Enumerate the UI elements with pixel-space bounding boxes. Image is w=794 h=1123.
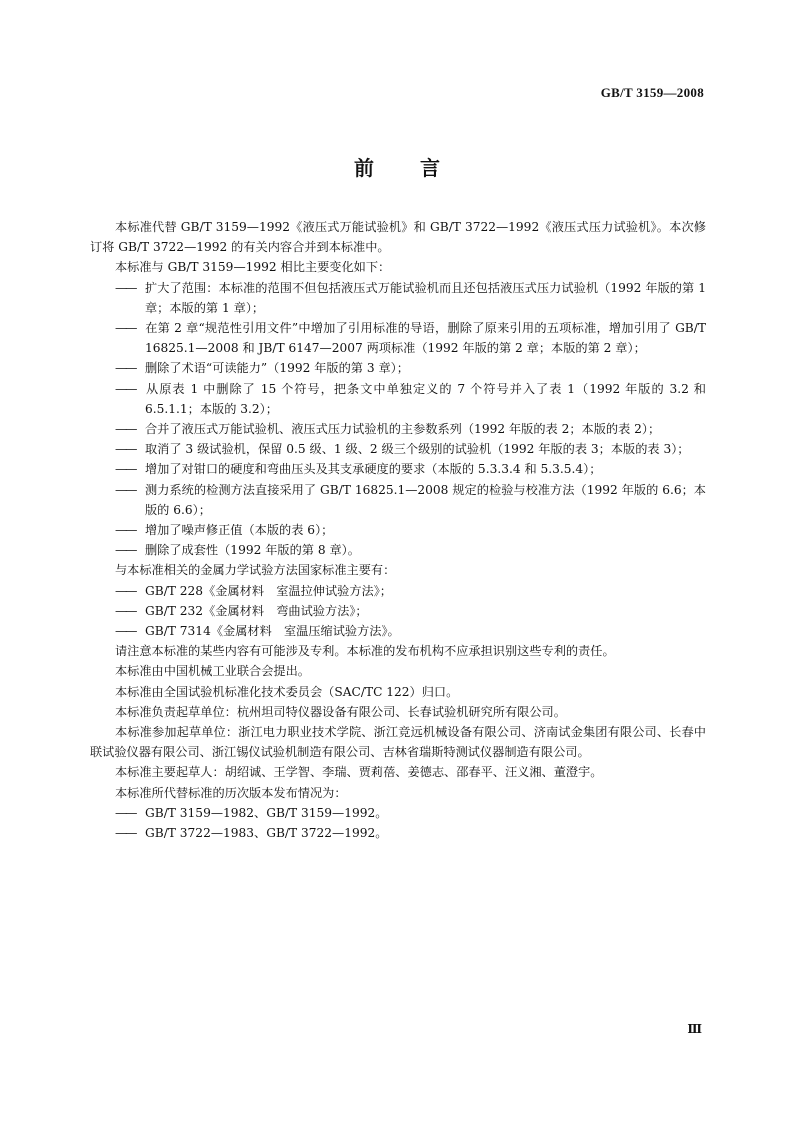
dash-mark: ——	[115, 603, 136, 618]
dash-mark: ——	[115, 442, 136, 457]
title-char-1: 前	[354, 156, 374, 180]
paragraph-history-intro: 本标准所代替标准的历次版本发布情况为：	[115, 785, 347, 800]
change-text: 合并了液压式万能试验机、液压式压力试验机的主参数系列（1992 年版的表 2；本版的表 2）；	[145, 422, 661, 437]
foreword-body	[90, 217, 706, 843]
change-item	[90, 540, 706, 560]
related-text: GB/T 228《金属材料 室温拉伸试验方法》；	[145, 583, 392, 598]
change-item	[90, 480, 706, 520]
paragraph-replacement: 本标准代替 GB/T 3159—1992《液压式万能试验机》和 GB/T 3722—1992《液压式压力试验机》。本次修订将 GB/T 3722—1992 的有关内容合并到本标准中。	[90, 220, 706, 255]
history-text: GB/T 3159—1982、GB/T 3159—1992。	[145, 805, 388, 820]
history-text: GB/T 3722—1983、GB/T 3722—1992。	[145, 826, 388, 841]
history-item	[90, 823, 706, 843]
standard-code: GB/T 3159—2008	[600, 85, 704, 100]
change-text: 从原表 1 中删除了 15 个符号，把条文中单独定义的 7 个符号并入了表 1（1992 年版的 3.2 和 6.5.1.1；本版的 3.2）；	[145, 381, 706, 416]
related-item	[90, 621, 706, 641]
paragraph-committee: 本标准由全国试验机标准化技术委员会（SAC/TC 122）归口。	[115, 684, 459, 699]
change-item	[90, 318, 706, 358]
dash-mark: ——	[115, 523, 136, 538]
change-text: 增加了噪声修正值（本版的表 6）；	[145, 523, 334, 538]
page-number: Ⅲ	[687, 1022, 702, 1036]
change-item	[90, 379, 706, 419]
paragraph-changes-intro: 本标准与 GB/T 3159—1992 相比主要变化如下：	[115, 260, 391, 275]
paragraph-patent-note: 请注意本标准的某些内容有可能涉及专利。本标准的发布机构不应承担识别这些专利的责任。	[115, 644, 615, 659]
change-item	[90, 419, 706, 439]
related-item	[90, 581, 706, 601]
change-item	[90, 278, 706, 318]
change-text: 在第 2 章“规范性引用文件”中增加了引用标准的导语，删除了原来引用的五项标准，增加引用了 GB/T 16825.1—2008 和 JB/T 6147—2007 两项标准（1992 年版的第 2 章；本版的第 2 章）；	[145, 321, 706, 356]
dash-mark: ——	[115, 462, 136, 477]
paragraph-related-intro: 与本标准相关的金属力学试验方法国家标准主要有：	[115, 563, 396, 578]
dash-mark: ——	[115, 805, 136, 820]
dash-mark: ——	[115, 543, 136, 558]
change-item	[90, 358, 706, 378]
dash-mark: ——	[115, 321, 136, 336]
related-text: GB/T 7314《金属材料 室温压缩试验方法》。	[145, 624, 400, 639]
dash-mark: ——	[115, 624, 136, 639]
change-text: 测力系统的检测方法直接采用了 GB/T 16825.1—2008 规定的检验与校准方法（1992 年版的 6.6；本版的 6.6）；	[145, 482, 706, 517]
dash-mark: ——	[115, 422, 136, 437]
paragraph-drafting-lead: 本标准负责起草单位：杭州坦司特仪器设备有限公司、长春试验机研究所有限公司。	[115, 704, 566, 719]
paragraph-proposer: 本标准由中国机械工业联合会提出。	[115, 664, 310, 679]
change-item	[90, 459, 706, 479]
change-text: 删除了术语“可读能力”（1992 年版的第 3 章）；	[145, 361, 409, 376]
dash-mark: ——	[115, 826, 136, 841]
dash-mark: ——	[115, 482, 136, 497]
paragraph-drafters: 本标准主要起草人：胡绍诚、王学智、李瑞、贾莉蓓、姜德志、邵春平、汪义湘、董澄宇。	[115, 765, 603, 780]
history-item	[90, 803, 706, 823]
related-item	[90, 601, 706, 621]
related-text: GB/T 232《金属材料 弯曲试验方法》；	[145, 603, 368, 618]
dash-mark: ——	[115, 583, 136, 598]
change-item	[90, 439, 706, 459]
title-char-2: 言	[420, 156, 440, 180]
page-title	[0, 152, 794, 181]
change-item	[90, 520, 706, 540]
change-text: 增加了对钳口的硬度和弯曲压头及其支承硬度的要求（本版的 5.3.3.4 和 5.3.5.4）；	[145, 462, 602, 477]
change-text: 取消了 3 级试验机，保留 0.5 级、1 级、2 级三个级别的试验机（1992 年版的表 3；本版的表 3）；	[145, 442, 690, 457]
dash-mark: ——	[115, 381, 136, 396]
change-text: 扩大了范围：本标准的范围不但包括液压式万能试验机而且还包括液压式压力试验机（1992 年版的第 1 章；本版的第 1 章）；	[145, 280, 706, 315]
change-text: 删除了成套性（1992 年版的第 8 章）。	[145, 543, 360, 558]
dash-mark: ——	[115, 280, 136, 295]
paragraph-drafting-participants: 本标准参加起草单位：浙江电力职业技术学院、浙江竞远机械设备有限公司、济南试金集团有限公司、长春中联试验仪器有限公司、浙江锡仪试验机制造有限公司、吉林省瑞斯特测试仪器制造有限公司。	[90, 725, 706, 760]
dash-mark: ——	[115, 361, 136, 376]
